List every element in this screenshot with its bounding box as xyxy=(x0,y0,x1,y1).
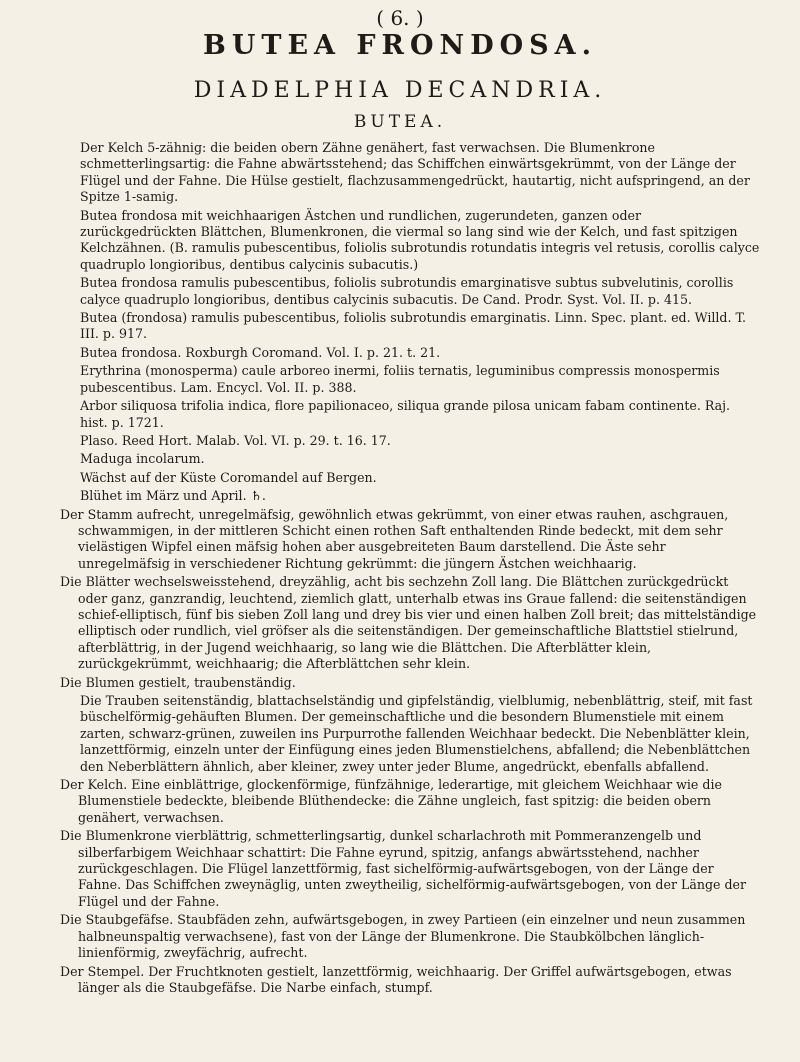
genus-heading: BUTEA. xyxy=(353,112,447,132)
section-trauben: Die Trauben seitenständig, blattachselständig und gipfelständig, vielblumig, nebenblättrig, steif, mit fast büschelförmig-gehäuften Blumen. Der gemeinschaftliche und die besondern Blumenstiele mit einem zarten, schwarz-grünen, zuweilen ins Purpurrothe fallenden Weichhaar bedeckt. Die Nebenblätter klein, lanzettförmig, einzeln unter der Einfügung eines jeden Blumenstielchens, abfallend; die Nebenblättchen den Neberblättern ähnlich, aber kleiner, zwey unter jeder Blume, angedrückt, ebenfalls abfallend. xyxy=(80,693,753,774)
page-number: ( 6. ) xyxy=(376,6,424,30)
linnaean-class: DIADELPHIA DECANDRIA. xyxy=(193,78,607,103)
habitat: Wächst auf der Küste Coromandel auf Bergen. xyxy=(80,469,377,485)
section-stamm: Der Stamm aufrecht, unregelmäfsig, gewöhnlich etwas gekrümmt, von einer etwas rauhen, aschgrauen, schwammigen, in der mittleren Schicht einen rothen Saft enthaltenden Rinde bedeckt, mit dem sehr vielästigen Wipfel einen mäfsig hohen aber ausgebreiteten Baum darstellend. Die Äste sehr unregelmäfsig in verschiedener Richtung gekrümmt: die jüngern Ästchen weichhaarig. xyxy=(60,506,729,571)
synonym-ray: Arbor siliquosa trifolia indica, flore papilionaceo, siliqua grande pilosa unicam fabam continente. Raj. hist. p. 1721. xyxy=(80,398,731,430)
species-diagnosis-german: Butea frondosa mit weichhaarigen Ästchen und rundlichen, zugerundeten, ganzen oder zurückgedrückten Blättchen, Blumenkronen, die viermal so lang sind wie der Kelch, und fast spitzigen Kelchzähnen. (B. ramulis pubescentibus, foliolis subrotundis rotundatis integris vel retusis, corollis calyce quadruplo longioribus, dentibus calycinis subacutis.) xyxy=(80,207,760,272)
synonym-linnaeus: Butea (frondosa) ramulis pubescentibus, foliolis subrotundis emarginatis. Linn. Spec. plant. ed. Willd. T. III. p. 917. xyxy=(80,310,747,342)
section-blaetter: Die Blätter wechselsweisstehend, dreyzählig, acht bis sechzehn Zoll lang. Die Blättchen zurückgedrückt oder ganz, ganzrandig, leuchtend, ziemlich glatt, unterhalb etwas ins Graue fallend: die seitenständigen schief-elliptisch, fünf bis sieben Zoll lang und drey bis vier und einen halben Zoll breit; das mittelständige elliptisch oder rundlich, viel gröfser als die seitenständigen. Der gemeinschaftliche Blattstiel stielrund, afterblättrig, in der Jugend weichhaarig, so lang wie die Blättchen. Die Afterblätter klein, zurückgekrümmt, weichhaarig; die Afterblättchen sehr klein. xyxy=(60,574,757,672)
section-blumen: Die Blumen gestielt, traubenständig. xyxy=(60,674,296,690)
synonym-rheede: Plaso. Reed Hort. Malab. Vol. VI. p. 29. t. 16. 17. xyxy=(80,432,391,448)
synonym-roxburgh: Butea frondosa. Roxburgh Coromand. Vol. I. p. 21. t. 21. xyxy=(80,344,441,360)
section-blumenkrone: Die Blumenkrone vierblättrig, schmetterlingsartig, dunkel scharlachroth mit Pommeranzengelb und silberfarbigem Weichhaar schattirt: Die Fahne eyrund, spitzig, anfangs abwärtsstehend, nachher zurückgeschlagen. Die Flügel lanzettförmig, fast sichelförmig-aufwärtsgebogen, von der Länge der Fahne. Das Schiffchen zweynäglig, unten zweytheilig, sichelförmig-aufwärtsgebogen, von der Länge der Flügel und der Fahne. xyxy=(60,828,747,909)
synonym-decandolle: Butea frondosa ramulis pubescentibus, foliolis subrotundis emarginatisve subtus subvelutinis, corollis calyce quadruplo longioribus, dentibus calycinis subacutis. De Cand. Prodr. Syst. Vol. II. p. 415. xyxy=(80,275,734,307)
flowering-time: Blühet im März und April. ♄. xyxy=(80,488,266,504)
species-title: BUTEA FRONDOSA. xyxy=(203,30,597,61)
vernacular-name: Maduga incolarum. xyxy=(80,451,205,467)
section-staubgefaesse: Die Staubgefäfse. Staubfäden zehn, aufwärtsgebogen, in zwey Partieen (ein einzelner und neun zusammen halbneunspaltig verwachsene), fast von der Länge der Blumenkrone. Die Staubkölbchen länglich-linienförmig, zweyfächrig, aufrecht. xyxy=(60,912,746,961)
section-kelch: Der Kelch. Eine einblättrige, glockenförmige, fünfzähnige, lederartige, mit gleichem Weichhaar wie die Blumenstiele bedeckte, bleibende Blüthendecke: die Zähne ungleich, fast spitzig: die beiden obern genähert, verwachsen. xyxy=(60,777,722,825)
section-stempel: Der Stempel. Der Fruchtknoten gestielt, lanzettförmig, weichhaarig. Der Griffel aufwärtsgebogen, etwas länger als die Staubgefäfse. Die Narbe einfach, stumpf. xyxy=(60,963,732,995)
body-text xyxy=(60,140,760,998)
synonym-lamarck: Erythrina (monosperma) caule arboreo inermi, foliis ternatis, leguminibus compressis monospermis pubescentibus. Lam. Encycl. Vol. II. p. 388. xyxy=(80,363,720,395)
genus-description: Der Kelch 5-zähnig: die beiden obern Zähne genähert, fast verwachsen. Die Blumenkrone schmetterlingsartig: die Fahne abwärtsstehend; das Schiffchen einwärtsgekrümmt, von der Länge der Flügel und der Fahne. Die Hülse gestielt, flachzusammengedrückt, hautartig, nicht aufspringend, an der Spitze 1-samig. xyxy=(80,140,750,205)
